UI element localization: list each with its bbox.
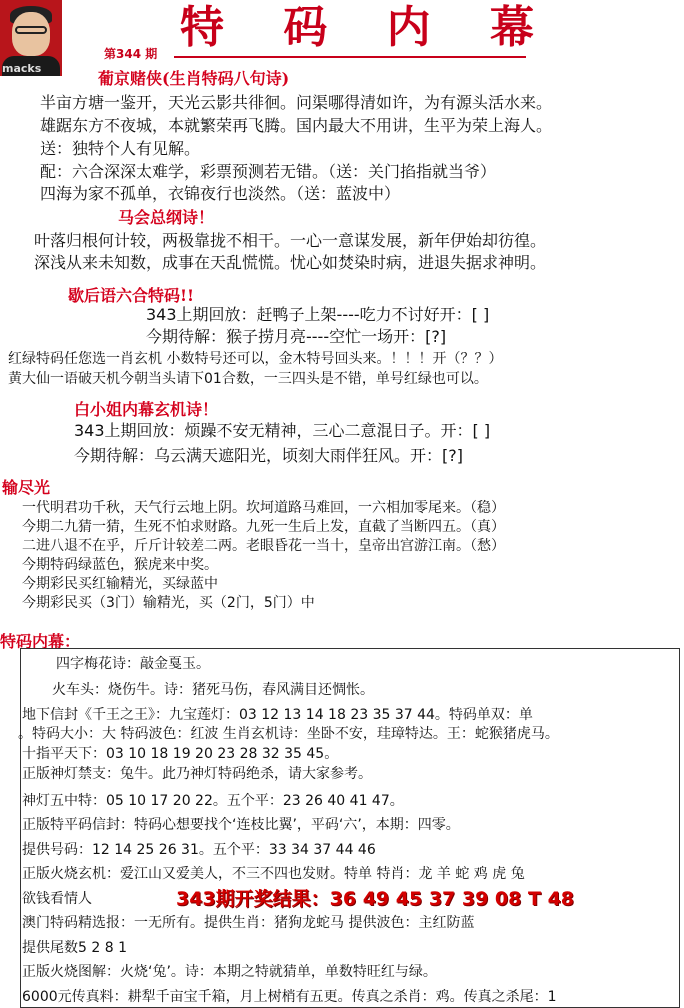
info-line: 十指平天下：03 10 18 19 20 23 28 32 35 45。 [22, 746, 339, 762]
current-riddle: 今期待解：乌云满天遮阳光，顷刻大雨伴狂风。开：[?] [74, 446, 463, 465]
poem-line: 送：独特个人有见解。 [40, 139, 201, 158]
avatar-mark: macks [2, 62, 42, 75]
section-heading-shujinguang: 输尽光 [2, 478, 51, 497]
info-line: 今期特码绿蓝色，猴虎来中奖。 [22, 557, 218, 573]
info-line: 地下信封《千王之王》：九宝莲灯：03 12 13 14 18 23 35 37 44。特码单双：单 [22, 707, 533, 723]
info-line: 神灯五中特：05 10 17 20 22。五个平：23 26 40 41 47。 [22, 793, 404, 809]
tip-line: 黄大仙一语破天机今朝当头请下01合数，一三四头是不错，单号红绿也可以。 [8, 371, 488, 387]
info-line: 正版特平码信封：特码心想要找个‘连枝比翼’，平码‘六’，本期：四零。 [22, 817, 460, 833]
info-line: 火车头：烧伤牛。诗：猪死马伤，春风满目还惆怅。 [52, 682, 374, 698]
info-line: 今期彩民买（3门）输精光，买（2门，5门）中 [22, 595, 315, 611]
info-line: 正版火烧图解：火烧‘兔’。诗：本期之特就猜单，单数特旺红与绿。 [22, 964, 437, 980]
poem-line: 叶落归根何计较，两极靠拢不相干。一心一意谋发展，新年伊始却彷徨。 [34, 231, 547, 250]
poem-line: 半亩方塘一鉴开，天光云影共徘徊。问渠哪得清如许，为有源头活水来。 [40, 93, 553, 112]
poem-line: 雄踞东方不夜城，本就繁荣再飞腾。国内最大不用讲，生平为荣上海人。 [40, 116, 553, 135]
info-line: 提供尾数5 2 8 1 [22, 940, 127, 956]
poem-line: 深浅从来未知数，成事在天乱慌慌。忧心如焚染时病，进退失据求神明。 [34, 253, 547, 272]
section-heading-temaneimu: 特码内幕： [0, 632, 81, 651]
info-line: 6000元传真料：耕犁千亩宝千箱，月上树梢有五更。传真之杀肖：鸡。传真之杀尾：1 [22, 989, 557, 1005]
issue-number: 第344 期 [104, 47, 158, 61]
poem-line: 四海为家不孤单，衣锦夜行也淡然。（送：蓝波中） [40, 184, 401, 203]
draw-result: 343期开奖结果：36 49 45 37 39 08 T 48 [176, 888, 575, 910]
info-line: 欲钱看情人 [22, 891, 92, 907]
last-issue-replay: 343上期回放：烦躁不安无精神，三心二意混日子。开：[ ] [74, 421, 491, 440]
title-underline [174, 56, 526, 58]
poem-line: 配：六合深深太难学，彩票预测若无错。（送：关门掐指就当爷） [40, 162, 497, 181]
poem-line: 一代明君功千秋，天气行云地上阴。坎坷道路马难回，一六相加零尾来。（稳） [22, 500, 505, 516]
last-issue-replay: 343上期回放：赶鸭子上架----吃力不讨好开：[ ] [146, 305, 490, 324]
info-line: 四字梅花诗：敲金戛玉。 [56, 656, 210, 672]
info-line: 提供号码：12 14 25 26 31。五个平：33 34 37 44 46 [22, 842, 376, 858]
current-riddle: 今期待解：猴子捞月亮----空忙一场开：[?] [146, 327, 447, 346]
poem-line: 二进八退不在乎，斤斤计较差二两。老眼昏花一当十，皇帝出宫游江南。（愁） [22, 538, 505, 554]
avatar [0, 0, 62, 76]
info-line: 。特码大小：大 特码波色：红波 生肖玄机诗：坐卧不安，珪璋特达。王：蛇猴猪虎马。 [18, 726, 559, 742]
info-line: 正版神灯禁支：兔牛。此乃神灯特码绝杀，请大家参考。 [22, 766, 372, 782]
page-title: 特 码 内 幕 [180, 2, 556, 53]
info-line: 澳门特码精选报：一无所有。提供生肖：猪狗龙蛇马 提供波色：主红防蓝 [22, 915, 475, 931]
section-heading-pujing: 葡京赌侠(生肖特码八句诗) [98, 69, 290, 88]
section-heading-xiehouyu: 歇后语六合特码!! [68, 286, 195, 305]
section-heading-mahui: 马会总纲诗！ [118, 208, 215, 227]
tip-line: 红绿特码任您选一肖玄机 小数特号还可以，金木特号回头来。！！！开（？？） [8, 351, 503, 367]
info-line: 正版火烧玄机：爱江山又爱美人，不三不四也发财。特单 特肖：龙 羊 蛇 鸡 虎 兔 [22, 866, 525, 882]
poem-line: 今期二九猜一猜，生死不怕求财路。九死一生后上发，直截了当断四五。（真） [22, 519, 505, 535]
info-line: 今期彩民买红输精光，买绿蓝中 [22, 576, 218, 592]
section-heading-baixiaojie: 白小姐内幕玄机诗！ [74, 400, 219, 419]
